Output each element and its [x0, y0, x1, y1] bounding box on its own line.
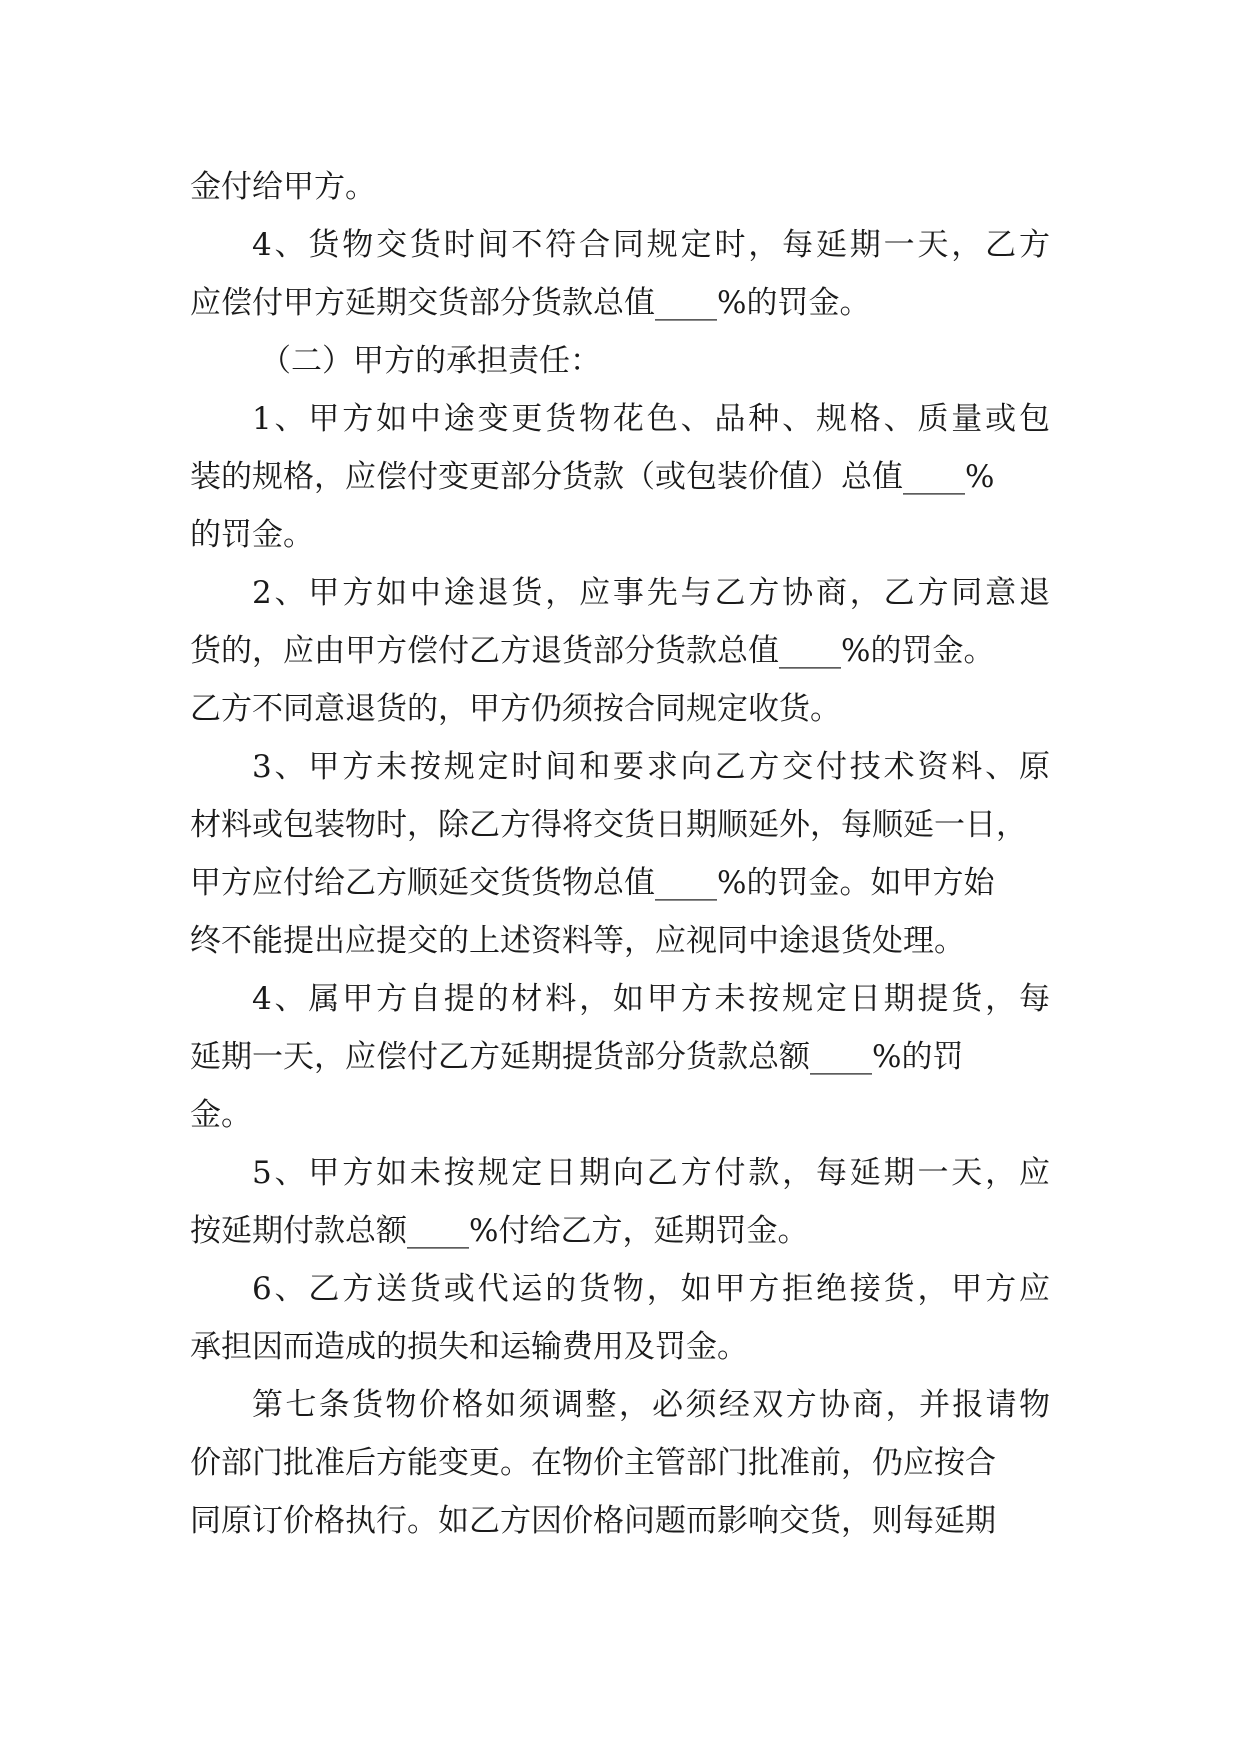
text-line: 材料或包装物时，除乙方得将交货日期顺延外，每顺延一日，	[190, 807, 1027, 843]
text-line: 终不能提出应提交的上述资料等，应视同中途退货处理。	[190, 923, 965, 959]
text-line: 承担因而造成的损失和运输费用及罚金。	[190, 1329, 748, 1365]
text-line: 第七条货物价格如须调整，必须经双方协商，并报请物	[252, 1387, 1050, 1423]
text-line: 甲方应付给乙方顺延交货货物总值____%的罚金。如甲方始	[190, 865, 995, 901]
text-line: 应偿付甲方延期交货部分货款总值____%的罚金。	[190, 285, 871, 321]
text-line: 货的，应由甲方偿付乙方退货部分货款总值____%的罚金。	[190, 633, 995, 669]
text-line: 装的规格，应偿付变更部分货款（或包装价值）总值____%	[190, 459, 995, 495]
text-line: 1、甲方如中途变更货物花色、品种、规格、质量或包	[252, 401, 1050, 437]
text-line: 同原订价格执行。如乙方因价格问题而影响交货，则每延期	[190, 1503, 996, 1539]
text-line: 5、甲方如未按规定日期向乙方付款，每延期一天，应	[252, 1155, 1050, 1191]
text-line: 延期一天，应偿付乙方延期提货部分货款总额____%的罚	[190, 1039, 964, 1075]
text-line: 2、甲方如中途退货，应事先与乙方协商，乙方同意退	[252, 575, 1050, 611]
text-line: 按延期付款总额____%付给乙方，延期罚金。	[190, 1213, 809, 1249]
text-line: 乙方不同意退货的，甲方仍须按合同规定收货。	[190, 691, 841, 727]
text-line: 6、乙方送货或代运的货物，如甲方拒绝接货，甲方应	[252, 1271, 1050, 1307]
document-body	[190, 158, 1070, 1550]
text-line: 金付给甲方。	[190, 169, 376, 205]
text-line: 金。	[190, 1097, 252, 1133]
text-line: 价部门批准后方能变更。在物价主管部门批准前，仍应按合	[190, 1445, 996, 1481]
text-line: 4、属甲方自提的材料，如甲方未按规定日期提货，每	[252, 981, 1050, 1017]
section-heading: （二）甲方的承担责任：	[260, 343, 601, 379]
text-line: 4、货物交货时间不符合同规定时，每延期一天，乙方	[252, 227, 1050, 263]
text-line: 3、甲方未按规定时间和要求向乙方交付技术资料、原	[252, 749, 1050, 785]
text-line: 的罚金。	[190, 517, 314, 553]
